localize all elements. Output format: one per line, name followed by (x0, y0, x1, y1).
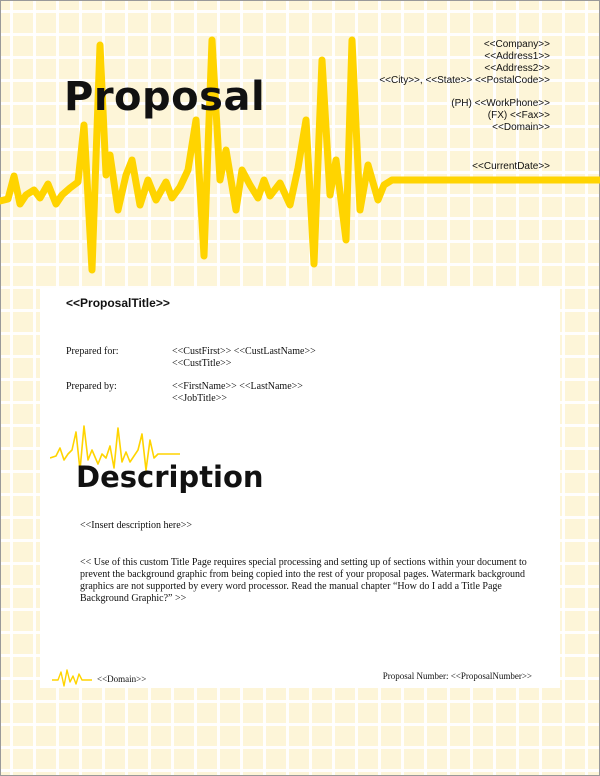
city-state-postal: <<City>>, <<State>> <<PostalCode>> (379, 75, 550, 86)
address-line-1: <<Address1>> (484, 51, 550, 62)
description-placeholder: <<Insert description here>> (80, 520, 192, 531)
customer-title: <<CustTitle>> (172, 358, 232, 369)
domain: <<Domain>> (492, 122, 550, 133)
customer-name: <<CustFirst>> <<CustLastName>> (172, 346, 316, 357)
proposal-number: Proposal Number: <<ProposalNumber>> (382, 671, 532, 681)
spacer (290, 87, 550, 98)
footer-domain: <<Domain>> (97, 674, 147, 684)
usage-note: << Use of this custom Title Page requires special processing and setting up of sections within your document to prevent the background graphic from being copied into the rest of your proposal pages. Watermark background graphics are not supported by every word processor. Read the manual chapter “How do I add a Title Page Background Graphic?” >> (80, 557, 527, 604)
proposal-title: <<ProposalTitle>> (66, 296, 170, 310)
prepared-for-label: Prepared for: (66, 346, 119, 357)
company-block (290, 39, 550, 134)
company-name: <<Company>> (483, 39, 550, 50)
author-title: <<JobTitle>> (172, 393, 227, 404)
prepared-by-label: Prepared by: (66, 381, 117, 392)
fax-number: (FX) <<Fax>> (487, 110, 550, 121)
footer-heartbeat-icon (52, 668, 92, 688)
current-date: <<CurrentDate>> (472, 161, 550, 172)
description-heading: Description (76, 460, 264, 494)
work-phone: (PH) <<WorkPhone>> (451, 98, 550, 109)
address-line-2: <<Address2>> (484, 63, 550, 74)
author-name: <<FirstName>> <<LastName>> (172, 381, 303, 392)
proposal-heading: Proposal (64, 74, 266, 120)
